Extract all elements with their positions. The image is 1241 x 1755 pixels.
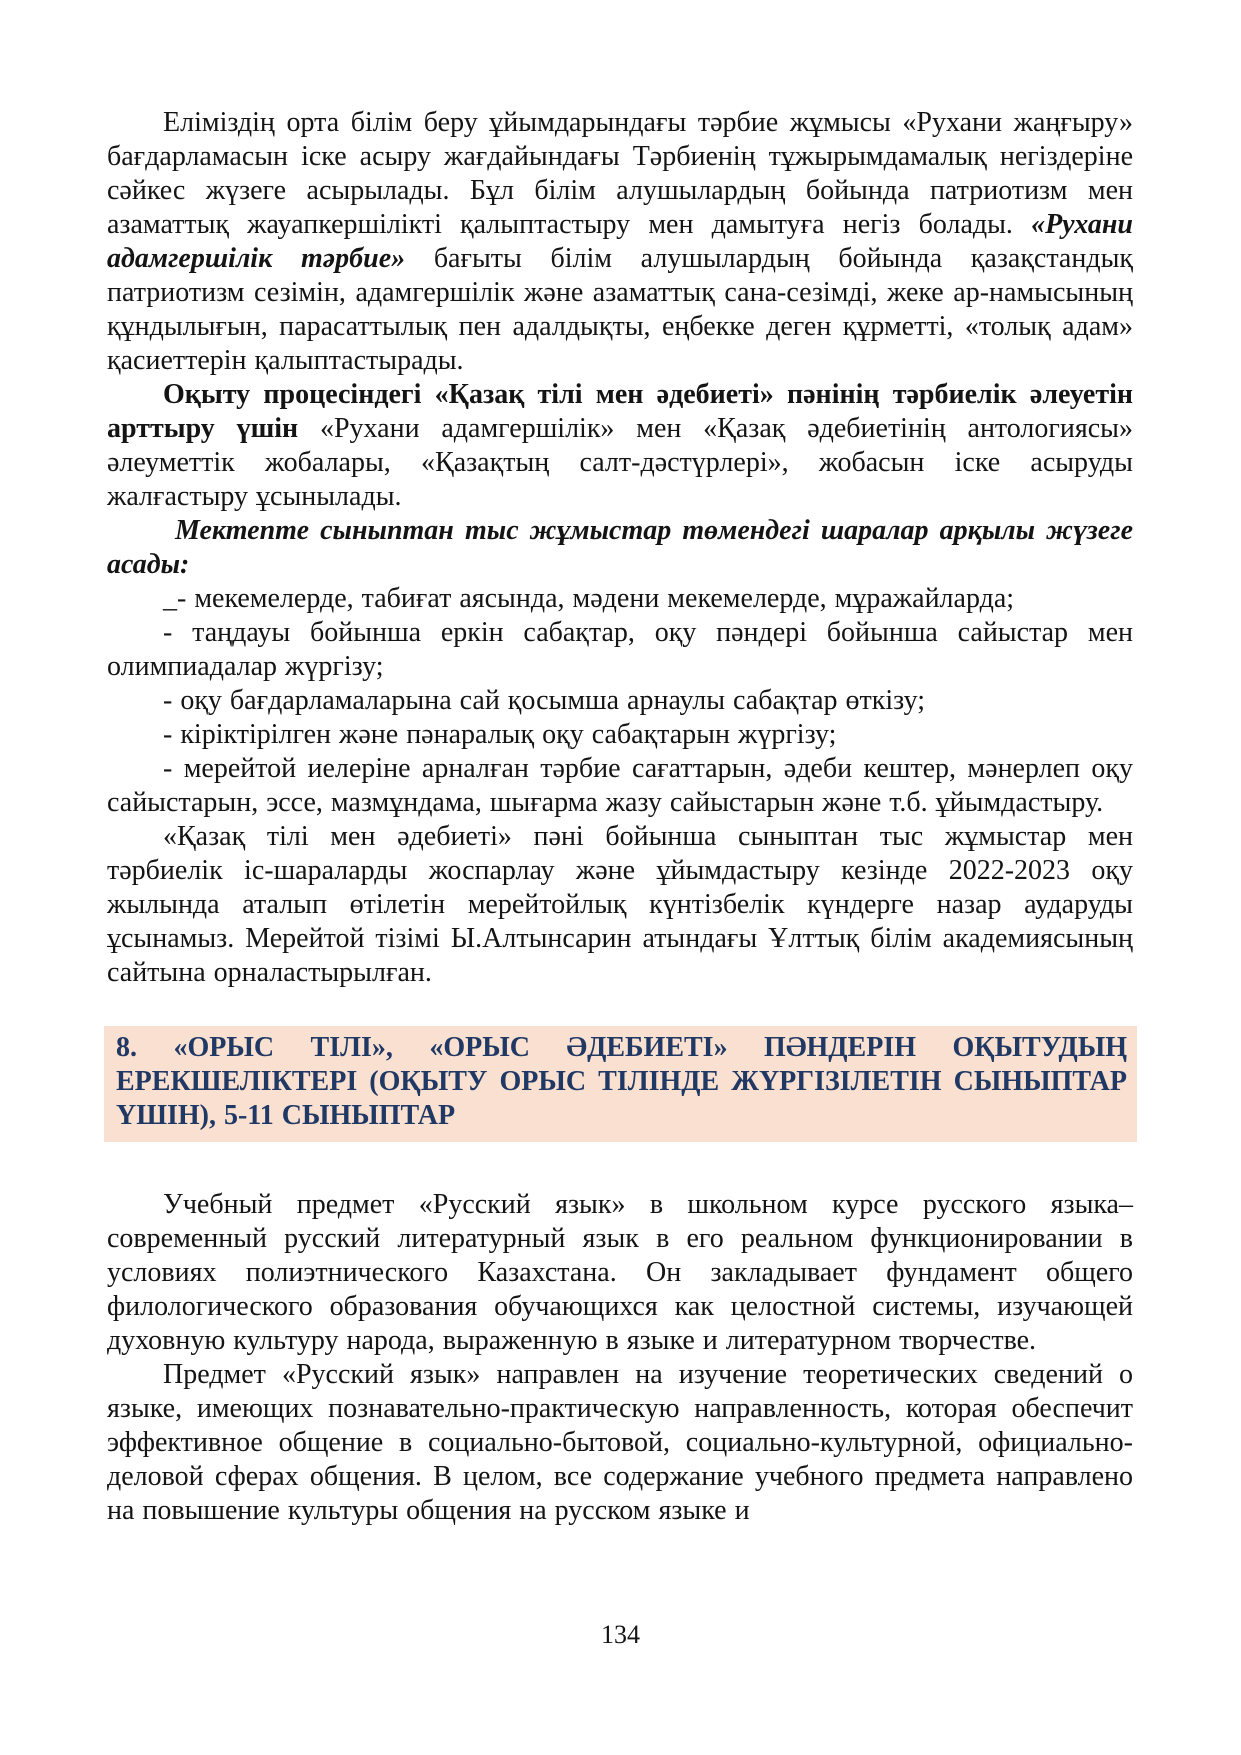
list-item-oku-bagdarlamalary: - оқу бағдарламаларына сай қосымша арнаулы сабақтар өткізу; [163,685,926,716]
list-item-tandauy: - таңдауы бойынша еркін сабақтар, оқу пәндері бойынша сайыстар мен олимпиадалар жүргізу; [107,617,1133,682]
emphasis-ruhani-adamgershilik-tarbie: «Рухани адамгершілік тәрбие» [107,209,1133,274]
list-item-kiriktirilgen: - кіріктірілген және пәнаралық оқу сабақтарын жүргізу; [163,719,837,750]
list-item-mekemelerde: _- мекемелерде, табиғат аясында, мәдени мекемелерде, мұражайларда; [163,583,1015,614]
paragraph-predmet-russkiy: Предмет «Русский язык» направлен на изучение теоретических сведений о языке, имеющих познавательно-практическую направленность, которая обеспечит эффективное общение в социально-бытовой, социально-культурной, официально-деловой сферах общения. В целом, все содержание учебного предмета направлено на повышение культуры общения на русском языке и [107,1359,1133,1526]
paragraph-uchebny-predmet: Учебный предмет «Русский язык» в школьном курсе русского языка– современный русский литературный язык в его реальном функционировании в условиях полиэтнического Казахстана. Он закладывает фундамент общего филологического образования обучающихся как целостной системы, изучающей духовную культуру народа, выраженную в языке и литературном творчестве. [107,1189,1133,1356]
page-number: 134 [601,1620,640,1649]
paragraph-okytu-text: «Рухани адамгершілік» мен «Қазақ әдебиетінің антологиясы» әлеуметтік жобалары, «Қазақтың салт-дәстүрлері», жобасын іске асыруды жалғастыру ұсынылады. [107,413,1133,512]
paragraph-mektepte-heading: Мектепте сыныптан тыс жұмыстар төмендегі шаралар арқылы жүзеге асады: [107,515,1133,580]
paragraph-okytu-procesi [107,378,1133,514]
paragraph-intro [107,106,1133,378]
section-heading-8-orys-tili: 8. «ОРЫС ТІЛІ», «ОРЫС ӘДЕБИЕТІ» ПӘНДЕРІН ОҚЫТУДЫҢ ЕРЕКШЕЛІКТЕРІ (ОҚЫТУ ОРЫС ТІЛІНДЕ ЖҮРГІЗІЛЕТІН СЫНЫПТАР ҮШІН), 5-11 СЫНЫПТАР [104,1026,1137,1142]
list-item-mereitoi: - мерейтой иелеріне арналған тәрбие сағаттарын, әдеби кештер, мәнерлеп оқу сайыстарын, эссе, мазмұндама, шығарма жазу сайыстарын және т.б. ұйымдастыру. [107,753,1133,818]
paragraph-intro-text-before: Еліміздің орта білім беру ұйымдарындағы тәрбие жұмысы «Рухани жаңғыру» бағдарламасын іске асыру жағдайындағы Тәрбиенің тұжырымдамалық негіздеріне сәйкес жүзеге асырылады. Бұл білім алушылардың бойында патриотизм мен азаматтық жауапкершілікті қалыптастыру мен дамытуға негіз болады. [107,107,1133,240]
paragraph-okytu-bold-lead: Оқыту процесіндегі «Қазақ тілі мен әдебиеті» пәнінің тәрбиелік әлеуетін арттыру үшін [107,379,1133,444]
page-body [107,106,1133,1528]
paragraph-kazak-tili-adebieti: «Қазақ тілі мен әдебиеті» пәні бойынша сыныптан тыс жұмыстар мен тәрбиелік іс-шараларды жоспарлау және ұйымдастыру кезінде 2022-2023 оқу жылында аталып өтілетін мерейтойлық күнтізбелік күндерге назар аударуды ұсынамыз. Мерейтой тізімі Ы.Алтынсарин атындағы Ұлттық білім академиясының сайтына орналастырылған. [107,821,1133,988]
paragraph-intro-text-after: бағыты білім алушылардың бойында қазақстандық патриотизм сезімін, адамгершілік және азаматтық сана-сезімді, жеке ар-намысының құндылығын, парасаттылық пен адалдықты, еңбекке деген құрметті, «толық адам» қасиеттерін қалыптастырады. [107,243,1134,376]
